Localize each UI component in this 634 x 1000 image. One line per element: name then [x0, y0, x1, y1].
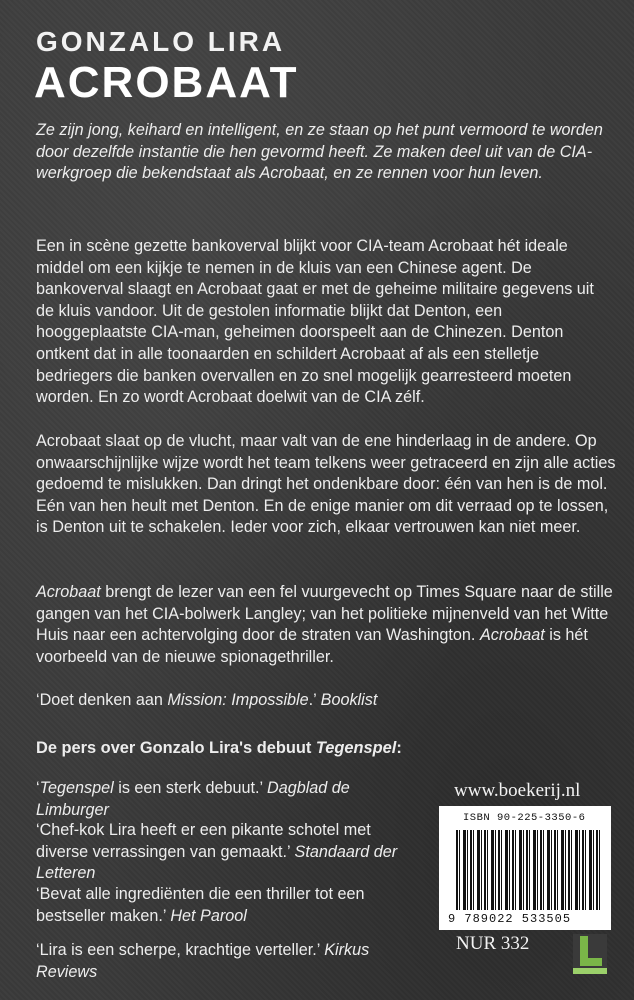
quote-text: .’: [308, 691, 321, 709]
barcode-bars: [456, 830, 602, 910]
blurb-paragraph-3: [36, 582, 616, 668]
heading-text: :: [396, 739, 402, 757]
nur-code: NUR 332: [456, 933, 530, 954]
publisher-website: www.boekerij.nl: [454, 780, 581, 801]
intro-text: Ze zijn jong, keihard en intelligent, en ze staan op het punt vermoord te worden door dezelfde instantie die hen gevormd heeft. Ze maken deel uit van de CIA-werkgroep die bekendstaat als Acrobaat, en ze rennen voor hun leven.: [36, 121, 603, 183]
press-quote-4: [36, 940, 426, 983]
quote-title: Mission: Impossible: [167, 691, 309, 709]
quote-text: is een sterk debuut.’: [113, 779, 267, 797]
author-name: GONZALO LIRA: [36, 26, 286, 57]
quote-source: Kirkus Reviews: [36, 941, 370, 981]
press-quote-3: [36, 884, 426, 927]
quote-text: ‘Doet denken aan: [36, 691, 168, 709]
press-quote-1: [36, 778, 426, 821]
isbn-number: ISBN 90-225-3350-6: [463, 812, 586, 824]
book-title: ACROBAAT: [34, 58, 299, 107]
quote-text: ‘Lira is een scherpe, krachtige verteller.’: [36, 941, 325, 959]
blurb-paragraph-1: Een in scène gezette bankoverval blijkt voor CIA-team Acrobaat hét ideale middel om een kijkje te nemen in de kluis van een Chinese agent. De bankoverval slaagt en Acrobaat gaat er met de geheime militaire gegevens uit de kluis vandoor. Uit de gestolen informatie blijkt dat Denton, een hooggeplaatste CIA-man, geheimen doorspeelt aan de Chinezen. Denton ontkent dat in alle toonaarden en schildert Acrobaat af als een stelletje bedriegers die banken overvallen en zo snel mogelijk gearresteerd moeten worden. En zo wordt Acrobaat doelwit van de CIA zélf.: [36, 237, 594, 407]
quote-source: Het Parool: [170, 906, 247, 925]
heading-title: Tegenspel: [315, 739, 397, 757]
paragraph-text: is hét voorbeeld van de nieuwe spionagethriller.: [36, 626, 588, 666]
paragraph-text: brengt de lezer van een fel vuurgevecht op Times Square naar de stille gangen van het CIA-bolwerk Langley; van het politieke mijnenveld van het Witte Huis naar een achtervolging door de straten van Washington.: [36, 583, 613, 645]
book-title-mention: Acrobaat: [36, 583, 101, 601]
quote-title: Tegenspel: [39, 779, 114, 797]
quote-source: Booklist: [320, 691, 378, 709]
book-title-mention: Acrobaat: [479, 626, 545, 645]
press-heading: [36, 738, 616, 760]
booklist-quote: [36, 690, 616, 712]
quote-source: Dagblad de Limburger: [36, 779, 350, 819]
quote-text: ‘Chef-kok Lira heeft er een pikante schotel met diverse verrassingen van gemaakt.’: [36, 821, 371, 861]
blurb-paragraph-2: Acrobaat slaat op de vlucht, maar valt van de ene hinderlaag in de andere. Op onwaarschijnlijke wijze wordt het team telkens weer getraceerd en zijn alle acties gedoemd te mislukken. Dan dringt het ondenkbare door: één van hen is de mol. Eén van hen heult met Denton. En de enige manier om dit verraad op te lossen, is Denton uit te schakelen. Ieder voor zich, elkaar vertrouwen kan niet meer.: [36, 432, 616, 537]
quote-text: ‘: [36, 779, 40, 797]
press-quote-2: [36, 820, 426, 885]
publisher-logo-icon: [573, 934, 607, 974]
quote-text: ‘Bevat alle ingrediënten die een thriller tot een bestseller maken.’: [36, 885, 365, 925]
ean-number: 9 789022 533505: [448, 912, 572, 926]
heading-text: De pers over Gonzalo Lira's debuut: [36, 739, 316, 757]
quote-source: Standaard der Letteren: [36, 842, 398, 883]
